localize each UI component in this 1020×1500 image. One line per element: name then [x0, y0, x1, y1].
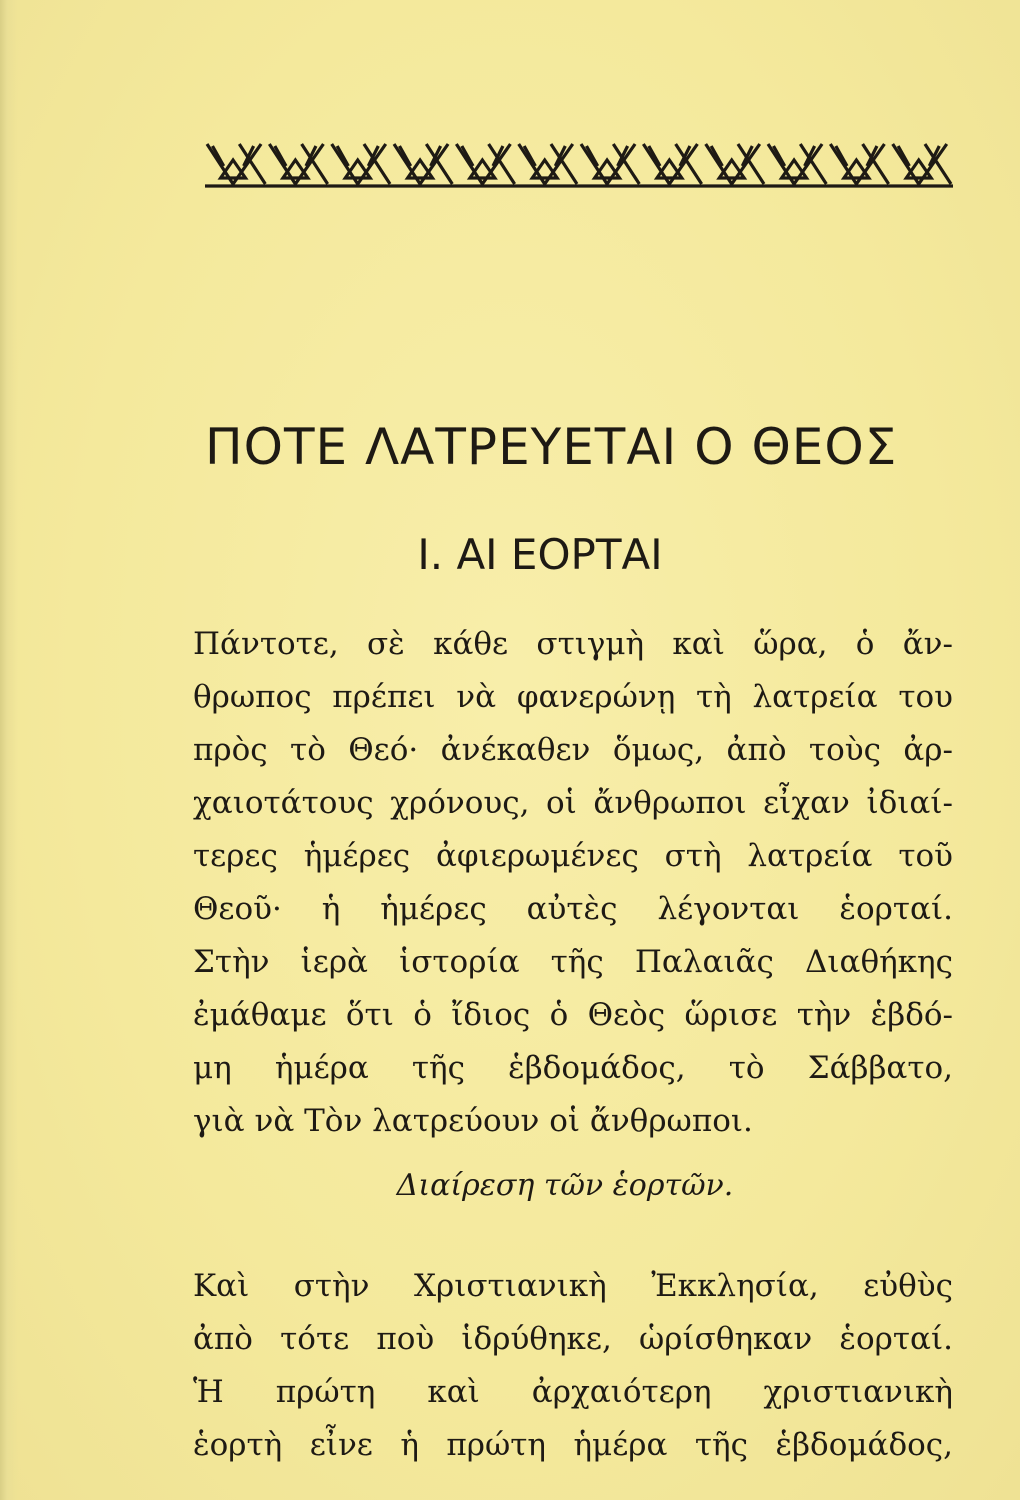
- text-line: μη ἡμέρα τῆς ἑβδομάδος, τὸ Σάββατο,: [193, 1050, 953, 1086]
- text-line: Πάντοτε, σὲ κάθε στιγμὴ καὶ ὥρα, ὁ ἄν-: [193, 626, 953, 662]
- page-left-edge-shadow: [0, 0, 18, 1500]
- text-line: ἑορτὴ εἶνε ἡ πρώτη ἡμέρα τῆς ἑβδομάδος,: [193, 1427, 953, 1463]
- text-line: Ἡ πρώτη καὶ ἀρχαιότερη χριστιανικὴ: [193, 1374, 953, 1410]
- text-line: χαιοτάτους χρόνους, οἱ ἄνθρωποι εἶχαν ἰδιαί-: [193, 785, 953, 821]
- page-title: ΠΟΤΕ ΛΑΤΡΕΥΕΤΑΙ Ο ΘΕΟΣ: [205, 418, 898, 476]
- text-line: ἀπὸ τότε ποὺ ἱδρύθηκε, ὡρίσθηκαν ἑορταί.: [193, 1321, 953, 1357]
- greek-key-ornament-icon: [205, 138, 953, 190]
- paragraph-1: [193, 618, 953, 1148]
- text-line: Θεοῦ· ἡ ἡμέρες αὐτὲς λέγονται ἑορταί.: [193, 891, 953, 927]
- text-line: πρὸς τὸ Θεό· ἀνέκαθεν ὅμως, ἀπὸ τοὺς ἀρ-: [193, 732, 953, 768]
- text-line: τερες ἡμέρες ἀφιερωμένες στὴ λατρεία τοῦ: [193, 838, 953, 874]
- text-line: Καὶ στὴν Χριστιανικὴ Ἐκκλησία, εὐθὺς: [193, 1268, 953, 1304]
- text-line: ἐμάθαμε ὅτι ὁ ἴδιος ὁ Θεὸς ὥρισε τὴν ἑβδό-: [193, 997, 953, 1033]
- text-line: Στὴν ἱερὰ ἱστορία τῆς Παλαιᾶς Διαθήκης: [193, 944, 953, 980]
- paragraph-2: [193, 1260, 953, 1472]
- section-subtitle: Ι. ΑΙ ΕΟΡΤΑΙ: [417, 530, 663, 579]
- text-line: γιὰ νὰ Τὸν λατρεύουν οἱ ἄνθρωποι.: [193, 1103, 753, 1139]
- text-line: θρωπος πρέπει νὰ φανερώνῃ τὴ λατρεία του: [193, 679, 953, 715]
- section-heading: Διαίρεση τῶν ἑορτῶν.: [396, 1168, 734, 1203]
